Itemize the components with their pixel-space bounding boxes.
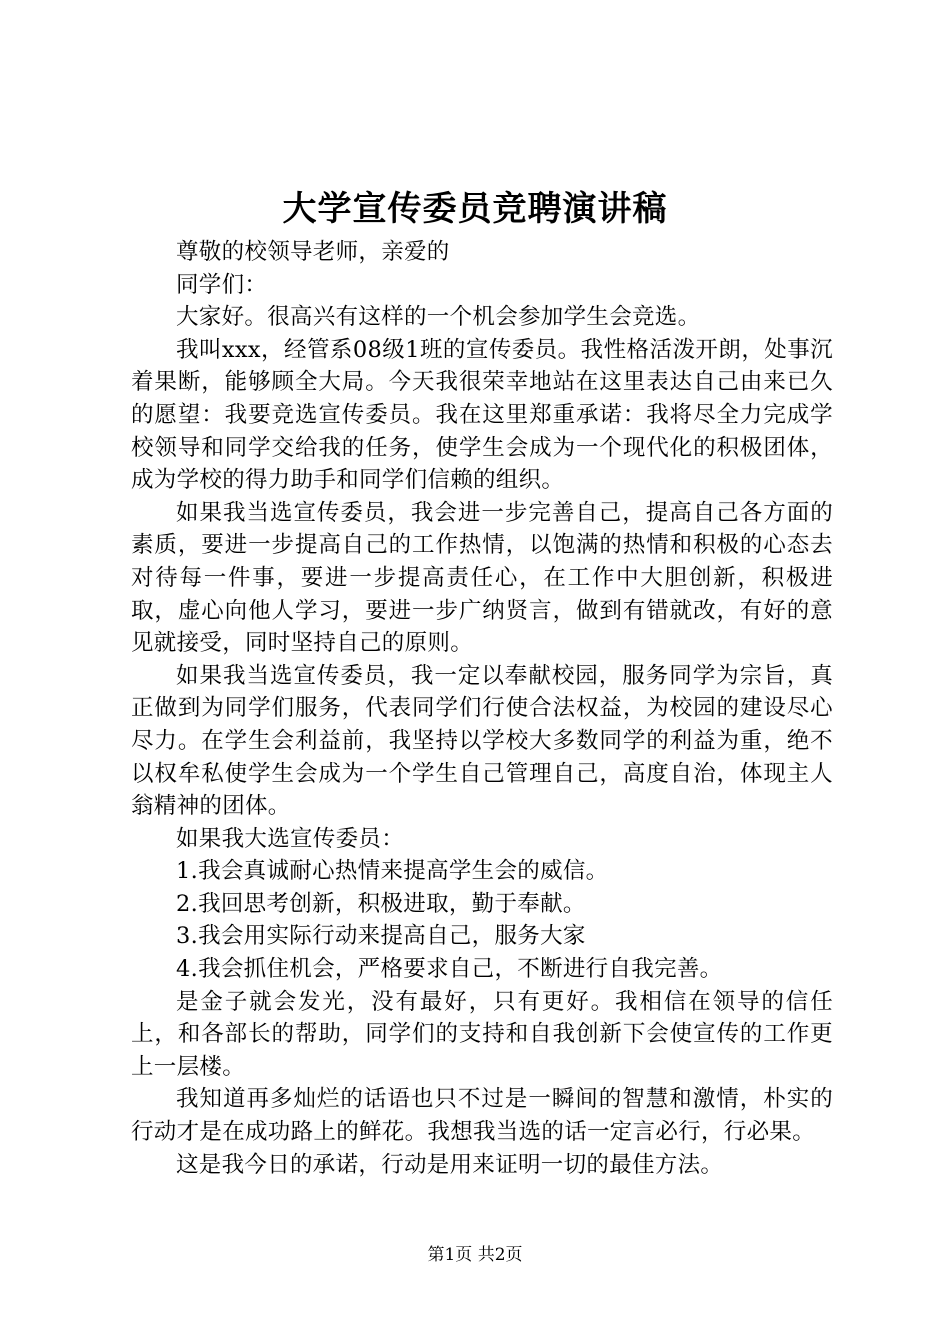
page-number: 第1页 共2页 — [427, 1245, 523, 1265]
list-item: 2.我回思考创新，积极进取，勤于奉献。 — [176, 890, 586, 917]
paragraph-closing: 这是我今日的承诺，行动是用来证明一切的最佳方法。 — [176, 1151, 724, 1178]
paragraph-action: 我知道再多灿烂的话语也只不过是一瞬间的智慧和激情，朴实的行动才是在成功路上的鲜花。我想我当选的话一定言必行，行必果。 — [131, 1086, 833, 1146]
list-item: 4.我会抓住机会，严格要求自己，不断进行自我完善。 — [176, 956, 723, 983]
paragraph-self-improvement: 如果我当选宣传委员，我会进一步完善自己，提高自己各方面的素质，要进一步提高自己的工作热情，以饱满的热情和积极的心态去对待每一件事，要进一步提高责任心，在工作中大胆创新，积极进取，虚心向他人学习，要进一步广纳贤言，做到有错就改，有好的意见就接受，同时坚持自己的原则。 — [131, 499, 833, 657]
paragraph-pledge-intro: 如果我大选宣传委员： — [176, 825, 405, 852]
list-item: 1.我会真诚耐心热情来提高学生会的威信。 — [176, 858, 609, 885]
paragraph-service: 如果我当选宣传委员，我一定以奉献校园，服务同学为宗旨，真正做到为同学们服务，代表同学们行使合法权益，为校园的建设尽心尽力。在学生会利益前，我坚持以学校大多数同学的利益为重，绝不以权牟私使学生会成为一个学生自己管理自己，高度自治，体现主人翁精神的团体。 — [131, 662, 833, 820]
paragraph-confidence: 是金子就会发光，没有最好，只有更好。我相信在领导的信任上，和各部长的帮助，同学们的支持和自我创新下会使宣传的工作更上一层楼。 — [131, 988, 833, 1080]
document-body — [131, 236, 833, 1181]
paragraph-greeting: 大家好。很高兴有这样的一个机会参加学生会竞选。 — [176, 304, 701, 331]
paragraph-salutation-1: 尊敬的校领导老师，亲爱的 — [176, 239, 450, 265]
paragraph-salutation-2: 同学们： — [176, 271, 268, 298]
document-title: 大学宣传委员竞聘演讲稿 — [282, 189, 668, 229]
paragraph-introduction: 我叫xxx，经管系08级1班的宣传委员。我性格活泼开朗，处事沉着果断，能够顾全大局。今天我很荣幸地站在这里表达自己由来已久的愿望：我要竞选宣传委员。我在这里郑重承诺：我将尽全力完成学校领导和同学交给我的任务，使学生会成为一个现代化的积极团体，成为学校的得力助手和同学们信赖的组织。 — [131, 336, 833, 494]
list-item: 3.我会用实际行动来提高自己，服务大家 — [176, 923, 586, 950]
